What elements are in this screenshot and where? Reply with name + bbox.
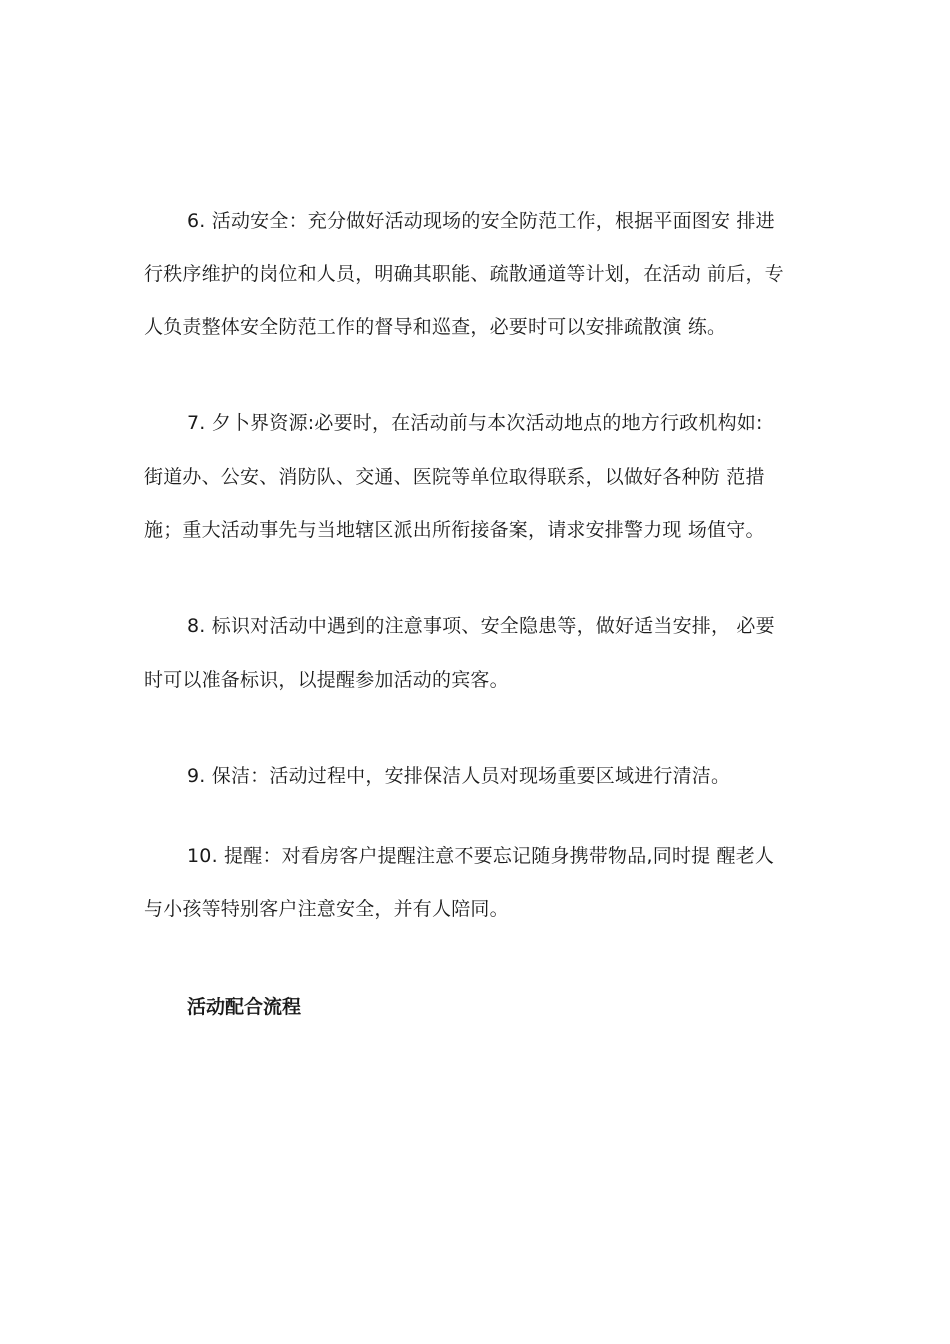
paragraph-6-line-1: 6. 活动安全：充分做好活动现场的安全防范工作，根据平面图安 排进 [187,210,775,232]
paragraph-7-line-2: 街道办、公安、消防队、交通、医院等单位取得联系，以做好各种防 范措 [144,466,765,488]
paragraph-9-line-1: 9. 保洁：活动过程中，安排保洁人员对现场重要区域进行清洁。 [187,765,731,787]
paragraph-8-line-1: 8. 标识对活动中遇到的注意事项、安全隐患等，做好适当安排， 必要 [187,615,775,637]
paragraph-7-line-1: 7. 夕卜界资源:必要时，在活动前与本次活动地点的地方行政机构如: [187,412,763,434]
paragraph-6-line-3: 人负责整体安全防范工作的督导和巡查，必要时可以安排疏散演 练。 [144,316,727,338]
paragraph-7-line-3: 施；重大活动事先与当地辖区派出所衔接备案，请求安排警力现 场值守。 [144,519,765,541]
section-heading: 活动配合流程 [187,996,302,1018]
paragraph-10-line-2: 与小孩等特别客户注意安全，并有人陪同。 [144,898,509,920]
paragraph-6-line-2: 行秩序维护的岗位和人员，明确其职能、疏散通道等计划，在活动 前后，专 [144,263,784,285]
paragraph-8-line-2: 时可以准备标识，以提醒参加活动的宾客。 [144,669,509,691]
paragraph-10-line-1: 10. 提醒：对看房客户提醒注意不要忘记随身携带物品,同时提 醒老人 [187,845,775,867]
